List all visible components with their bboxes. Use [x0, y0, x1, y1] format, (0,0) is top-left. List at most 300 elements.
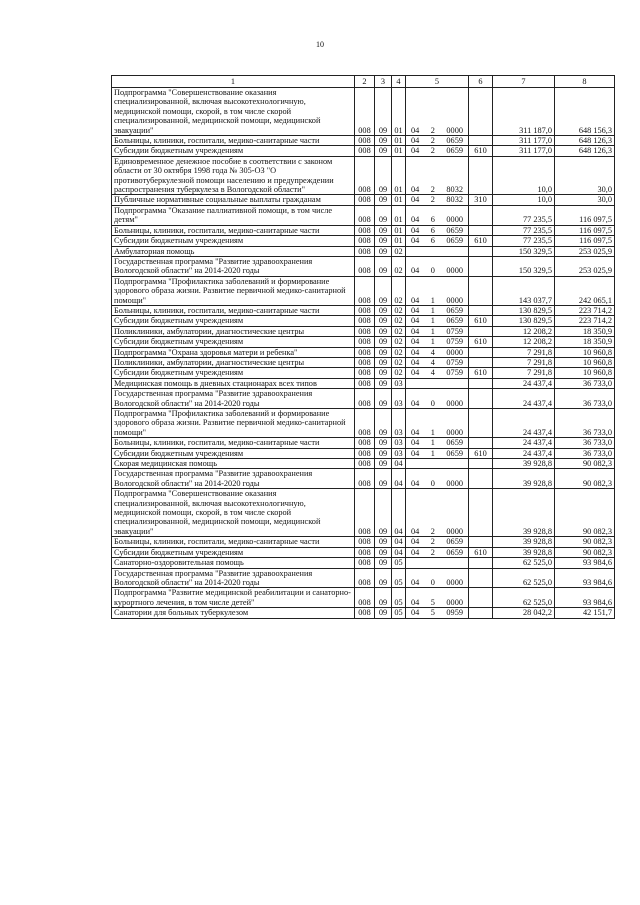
row-name: Единовременное денежное пособие в соответствии с законом области от 30 октября 1998 года № 305-ОЗ "О противотуберкулезной помощи населению и предупреждении распространения туберкулеза в Вологодской области" [112, 156, 355, 195]
target-article-part: 0959 [446, 608, 463, 618]
row-amount-year1: 130 829,5 [493, 305, 555, 315]
row-name: Подпрограмма "Развитие медицинской реабилитации и санаторно-курортного лечения, в том числе детей" [112, 588, 355, 608]
row-section: 09 [375, 558, 392, 568]
row-grbs: 008 [355, 558, 375, 568]
row-grbs: 008 [355, 305, 375, 315]
row-amount-year1: 150 329,5 [493, 246, 555, 256]
target-article-part: 2 [430, 146, 435, 156]
row-target-article [406, 357, 469, 367]
row-target-article [406, 205, 469, 225]
row-subsection: 04 [392, 489, 406, 537]
row-section: 09 [375, 316, 392, 326]
row-name: Субсидии бюджетным учреждениям [112, 368, 355, 378]
target-article-part: 2 [430, 185, 435, 195]
row-subsection: 03 [392, 448, 406, 458]
row-name: Поликлиники, амбулатории, диагностические центры [112, 326, 355, 336]
target-article-part: 8032 [446, 195, 463, 205]
row-section: 09 [375, 276, 392, 305]
row-amount-year2: 10 960,8 [555, 357, 615, 367]
row-grbs: 008 [355, 88, 375, 136]
header-cell: 1 [112, 76, 355, 88]
row-expense-type [469, 156, 493, 195]
row-amount-year2: 648 126,3 [555, 146, 615, 156]
table-row [112, 146, 615, 156]
row-amount-year1: 24 437,4 [493, 409, 555, 438]
target-article-part: 04 [411, 326, 420, 336]
target-article-part: 6 [430, 236, 435, 246]
target-article-part: 2 [430, 136, 435, 146]
target-article-part: 0659 [446, 438, 463, 448]
target-article-part: 2 [430, 526, 435, 536]
row-subsection: 03 [392, 409, 406, 438]
row-amount-year1: 39 928,8 [493, 537, 555, 547]
row-amount-year2: 90 082,3 [555, 537, 615, 547]
row-section: 09 [375, 337, 392, 347]
target-article-part: 1 [430, 448, 435, 458]
row-amount-year2: 93 984,6 [555, 558, 615, 568]
row-grbs: 008 [355, 568, 375, 588]
target-article-part: 1 [430, 295, 435, 305]
row-section: 09 [375, 469, 392, 489]
row-amount-year2: 223 714,2 [555, 305, 615, 315]
row-expense-type: 310 [469, 195, 493, 205]
header-cell: 4 [392, 76, 406, 88]
row-name: Государственная программа "Развитие здравоохранения Вологодской области" на 2014-2020 годы [112, 469, 355, 489]
row-amount-year1: 24 437,4 [493, 378, 555, 388]
row-grbs: 008 [355, 146, 375, 156]
row-expense-type [469, 357, 493, 367]
row-grbs: 008 [355, 448, 375, 458]
table-row [112, 347, 615, 357]
row-target-article [406, 225, 469, 235]
row-section: 09 [375, 547, 392, 557]
row-amount-year2: 36 733,0 [555, 409, 615, 438]
row-section: 09 [375, 326, 392, 336]
table-row [112, 246, 615, 256]
table-row [112, 409, 615, 438]
target-article-part: 04 [411, 236, 420, 246]
row-subsection: 02 [392, 276, 406, 305]
row-amount-year1: 311 177,0 [493, 136, 555, 146]
table-row [112, 389, 615, 409]
row-name: Субсидии бюджетным учреждениям [112, 448, 355, 458]
row-amount-year1: 39 928,8 [493, 547, 555, 557]
row-name: Субсидии бюджетным учреждениям [112, 547, 355, 557]
row-subsection: 02 [392, 347, 406, 357]
row-section: 09 [375, 256, 392, 276]
row-expense-type [469, 469, 493, 489]
row-name: Государственная программа "Развитие здравоохранения Вологодской области" на 2014-2020 годы [112, 256, 355, 276]
row-target-article [406, 547, 469, 557]
row-section: 09 [375, 438, 392, 448]
target-article-part: 0659 [446, 448, 463, 458]
row-section: 09 [375, 305, 392, 315]
row-grbs: 008 [355, 246, 375, 256]
row-subsection: 05 [392, 558, 406, 568]
row-target-article [406, 337, 469, 347]
target-article-part: 0659 [446, 305, 463, 315]
row-section: 09 [375, 537, 392, 547]
target-article-part: 0000 [446, 478, 463, 488]
target-article-part: 1 [430, 305, 435, 315]
row-target-article [406, 489, 469, 537]
table-row [112, 276, 615, 305]
row-expense-type [469, 256, 493, 276]
row-section: 09 [375, 205, 392, 225]
row-name: Больницы, клиники, госпитали, медико-санитарные части [112, 438, 355, 448]
row-amount-year1: 28 042,2 [493, 608, 555, 618]
row-subsection: 02 [392, 316, 406, 326]
row-grbs: 008 [355, 156, 375, 195]
row-subsection: 01 [392, 156, 406, 195]
row-amount-year1: 62 525,0 [493, 568, 555, 588]
table-row [112, 568, 615, 588]
row-subsection: 02 [392, 368, 406, 378]
table-row [112, 608, 615, 618]
row-section: 09 [375, 608, 392, 618]
row-expense-type [469, 438, 493, 448]
row-amount-year2: 18 350,9 [555, 326, 615, 336]
target-article-part: 0659 [446, 225, 463, 235]
target-article-part: 2 [430, 547, 435, 557]
target-article-part: 04 [411, 316, 420, 326]
header-cell: 5 [406, 76, 469, 88]
row-name: Скорая медицинская помощь [112, 459, 355, 469]
target-article-part: 2 [430, 537, 435, 547]
row-section: 09 [375, 489, 392, 537]
row-name: Публичные нормативные социальные выплаты гражданам [112, 195, 355, 205]
row-name: Больницы, клиники, госпитали, медико-санитарные части [112, 305, 355, 315]
table-row [112, 326, 615, 336]
row-subsection: 01 [392, 236, 406, 246]
row-expense-type [469, 88, 493, 136]
target-article-part: 6 [430, 215, 435, 225]
row-expense-type [469, 305, 493, 315]
row-amount-year2: 90 082,3 [555, 547, 615, 557]
target-article-part: 04 [411, 266, 420, 276]
row-section: 09 [375, 136, 392, 146]
row-target-article [406, 588, 469, 608]
row-name: Санатории для больных туберкулезом [112, 608, 355, 618]
row-grbs: 008 [355, 378, 375, 388]
row-subsection: 02 [392, 337, 406, 347]
row-amount-year2: 36 733,0 [555, 389, 615, 409]
row-expense-type [469, 276, 493, 305]
row-subsection: 03 [392, 389, 406, 409]
row-name: Субсидии бюджетным учреждениям [112, 146, 355, 156]
row-target-article [406, 305, 469, 315]
row-subsection: 01 [392, 88, 406, 136]
table-row [112, 305, 615, 315]
target-article-part: 5 [430, 608, 435, 618]
row-section: 09 [375, 195, 392, 205]
table-row [112, 136, 615, 146]
target-article-part: 0759 [446, 368, 463, 378]
row-target-article [406, 195, 469, 205]
target-article-part: 04 [411, 608, 420, 618]
target-article-part: 04 [411, 347, 420, 357]
row-amount-year2: 10 960,8 [555, 368, 615, 378]
row-grbs: 008 [355, 136, 375, 146]
target-article-part: 0000 [446, 398, 463, 408]
table-row [112, 558, 615, 568]
row-subsection: 05 [392, 588, 406, 608]
row-subsection: 01 [392, 136, 406, 146]
row-name: Субсидии бюджетным учреждениям [112, 316, 355, 326]
row-subsection: 02 [392, 246, 406, 256]
row-target-article [406, 537, 469, 547]
row-expense-type [469, 347, 493, 357]
header-cell: 8 [555, 76, 615, 88]
row-amount-year1: 62 525,0 [493, 558, 555, 568]
row-expense-type: 610 [469, 368, 493, 378]
table-row [112, 256, 615, 276]
target-article-part: 0000 [446, 597, 463, 607]
row-amount-year2: 93 984,6 [555, 568, 615, 588]
row-name: Государственная программа "Развитие здравоохранения Вологодской области" на 2014-2020 годы [112, 568, 355, 588]
row-amount-year2: 648 126,3 [555, 136, 615, 146]
row-name: Подпрограмма "Профилактика заболеваний и формирование здорового образа жизни. Развитие первичной медико-санитарной помощи" [112, 276, 355, 305]
row-expense-type [469, 588, 493, 608]
target-article-part: 04 [411, 547, 420, 557]
row-subsection: 03 [392, 438, 406, 448]
target-article-part: 0659 [446, 547, 463, 557]
table-row [112, 537, 615, 547]
target-article-part: 6 [430, 225, 435, 235]
target-article-part: 04 [411, 125, 420, 135]
target-article-part: 04 [411, 295, 420, 305]
row-subsection: 03 [392, 378, 406, 388]
row-target-article [406, 316, 469, 326]
target-article-part: 0000 [446, 125, 463, 135]
row-expense-type: 610 [469, 448, 493, 458]
table-row [112, 469, 615, 489]
target-article-part: 04 [411, 368, 420, 378]
row-amount-year1: 62 525,0 [493, 588, 555, 608]
table-row [112, 438, 615, 448]
target-article-part: 1 [430, 316, 435, 326]
row-grbs: 008 [355, 409, 375, 438]
target-article-part: 0659 [446, 537, 463, 547]
row-name: Подпрограмма "Совершенствование оказания специализированной, включая высокотехнологичную, медицинской помощи, скорой, в том числе скорой специализированной, медицинской помощи, медицинской эвакуации" [112, 88, 355, 136]
row-amount-year1: 7 291,8 [493, 357, 555, 367]
target-article-part: 04 [411, 185, 420, 195]
target-article-part: 0000 [446, 427, 463, 437]
target-article-part: 0000 [446, 266, 463, 276]
table-row [112, 225, 615, 235]
row-subsection: 01 [392, 225, 406, 235]
row-subsection: 01 [392, 205, 406, 225]
target-article-part: 0759 [446, 337, 463, 347]
row-section: 09 [375, 459, 392, 469]
row-subsection: 04 [392, 547, 406, 557]
row-grbs: 008 [355, 205, 375, 225]
target-article-part: 0000 [446, 526, 463, 536]
row-name: Медицинская помощь в дневных стационарах всех типов [112, 378, 355, 388]
row-expense-type: 610 [469, 547, 493, 557]
row-grbs: 008 [355, 357, 375, 367]
row-target-article [406, 568, 469, 588]
target-article-part: 0000 [446, 295, 463, 305]
row-amount-year2: 116 097,5 [555, 236, 615, 246]
row-section: 09 [375, 146, 392, 156]
row-section: 09 [375, 357, 392, 367]
header-cell: 6 [469, 76, 493, 88]
row-section: 09 [375, 156, 392, 195]
row-target-article [406, 256, 469, 276]
table-row [112, 337, 615, 347]
row-amount-year1: 12 208,2 [493, 337, 555, 347]
target-article-part: 2 [430, 125, 435, 135]
target-article-part: 1 [430, 438, 435, 448]
row-name: Подпрограмма "Оказание паллиативной помощи, в том числе детям" [112, 205, 355, 225]
row-target-article [406, 608, 469, 618]
row-amount-year1: 39 928,8 [493, 459, 555, 469]
row-expense-type [469, 225, 493, 235]
row-subsection: 05 [392, 608, 406, 618]
row-target-article [406, 156, 469, 195]
row-amount-year2: 90 082,3 [555, 469, 615, 489]
target-article-part: 04 [411, 357, 420, 367]
row-name: Подпрограмма "Совершенствование оказания специализированной, включая высокотехнологичную, медицинской помощи, скорой, в том числе скорой специализированной, медицинской помощи, медицинской эвакуации" [112, 489, 355, 537]
row-name: Санаторно-оздоровительная помощь [112, 558, 355, 568]
row-name: Больницы, клиники, госпитали, медико-санитарные части [112, 136, 355, 146]
row-name: Государственная программа "Развитие здравоохранения Вологодской области" на 2014-2020 годы [112, 389, 355, 409]
row-amount-year2: 42 151,7 [555, 608, 615, 618]
row-grbs: 008 [355, 438, 375, 448]
row-grbs: 008 [355, 256, 375, 276]
row-name: Поликлиники, амбулатории, диагностические центры [112, 357, 355, 367]
row-grbs: 008 [355, 225, 375, 235]
row-target-article [406, 88, 469, 136]
row-grbs: 008 [355, 347, 375, 357]
row-expense-type [469, 489, 493, 537]
table-row [112, 88, 615, 136]
row-amount-year1: 24 437,4 [493, 448, 555, 458]
table-row [112, 368, 615, 378]
row-grbs: 008 [355, 316, 375, 326]
target-article-part: 04 [411, 146, 420, 156]
row-grbs: 008 [355, 368, 375, 378]
target-article-part: 04 [411, 597, 420, 607]
row-expense-type [469, 378, 493, 388]
row-grbs: 008 [355, 608, 375, 618]
row-expense-type [469, 459, 493, 469]
table-row [112, 378, 615, 388]
row-section: 09 [375, 88, 392, 136]
row-amount-year1: 10,0 [493, 156, 555, 195]
row-subsection: 02 [392, 326, 406, 336]
table-row [112, 236, 615, 246]
row-name: Больницы, клиники, госпитали, медико-санитарные части [112, 537, 355, 547]
table-row [112, 195, 615, 205]
row-grbs: 008 [355, 547, 375, 557]
row-section: 09 [375, 588, 392, 608]
row-amount-year2: 36 733,0 [555, 378, 615, 388]
row-amount-year2: 30,0 [555, 156, 615, 195]
row-amount-year1: 10,0 [493, 195, 555, 205]
row-grbs: 008 [355, 195, 375, 205]
row-section: 09 [375, 389, 392, 409]
target-article-part: 0659 [446, 236, 463, 246]
row-expense-type [469, 608, 493, 618]
target-article-part: 0659 [446, 146, 463, 156]
row-amount-year1: 77 235,5 [493, 225, 555, 235]
row-grbs: 008 [355, 389, 375, 409]
row-name: Субсидии бюджетным учреждениям [112, 337, 355, 347]
row-grbs: 008 [355, 469, 375, 489]
row-amount-year1: 12 208,2 [493, 326, 555, 336]
target-article-part: 0000 [446, 215, 463, 225]
row-amount-year2: 30,0 [555, 195, 615, 205]
target-article-part: 0659 [446, 316, 463, 326]
row-expense-type: 610 [469, 146, 493, 156]
row-amount-year1: 77 235,5 [493, 236, 555, 246]
target-article-part: 0 [430, 266, 435, 276]
target-article-part: 0659 [446, 136, 463, 146]
target-article-part: 04 [411, 448, 420, 458]
budget-table [111, 75, 615, 619]
row-amount-year2: 36 733,0 [555, 438, 615, 448]
target-article-part: 0 [430, 398, 435, 408]
row-target-article [406, 368, 469, 378]
row-target-article [406, 448, 469, 458]
target-article-part: 04 [411, 438, 420, 448]
target-article-part: 04 [411, 337, 420, 347]
row-amount-year2: 93 984,6 [555, 588, 615, 608]
target-article-part: 04 [411, 136, 420, 146]
row-section: 09 [375, 246, 392, 256]
row-subsection: 05 [392, 568, 406, 588]
row-subsection: 02 [392, 357, 406, 367]
row-subsection: 01 [392, 195, 406, 205]
row-amount-year2: 253 025,9 [555, 256, 615, 276]
table-row [112, 489, 615, 537]
row-amount-year1: 130 829,5 [493, 316, 555, 326]
row-amount-year2: 253 025,9 [555, 246, 615, 256]
row-amount-year2: 116 097,5 [555, 225, 615, 235]
table-row [112, 357, 615, 367]
row-name: Подпрограмма "Профилактика заболеваний и формирование здорового образа жизни. Развитие первичной медико-санитарной помощи" [112, 409, 355, 438]
target-article-part: 1 [430, 326, 435, 336]
target-article-part: 04 [411, 195, 420, 205]
target-article-part: 04 [411, 537, 420, 547]
row-subsection: 04 [392, 459, 406, 469]
row-grbs: 008 [355, 459, 375, 469]
row-amount-year1: 39 928,8 [493, 489, 555, 537]
target-article-part: 2 [430, 195, 435, 205]
row-amount-year1: 77 235,5 [493, 205, 555, 225]
row-subsection: 02 [392, 305, 406, 315]
row-amount-year2: 36 733,0 [555, 448, 615, 458]
table-row [112, 156, 615, 195]
target-article-part: 4 [430, 347, 435, 357]
row-expense-type [469, 326, 493, 336]
target-article-part: 0000 [446, 347, 463, 357]
row-amount-year2: 116 097,5 [555, 205, 615, 225]
target-article-part: 0 [430, 577, 435, 587]
row-target-article [406, 389, 469, 409]
target-article-part: 4 [430, 368, 435, 378]
target-article-part: 0 [430, 478, 435, 488]
row-amount-year2: 90 082,3 [555, 489, 615, 537]
row-target-article [406, 236, 469, 246]
table-row [112, 459, 615, 469]
header-cell: 2 [355, 76, 375, 88]
target-article-part: 04 [411, 478, 420, 488]
target-article-part: 04 [411, 398, 420, 408]
row-target-article [406, 146, 469, 156]
